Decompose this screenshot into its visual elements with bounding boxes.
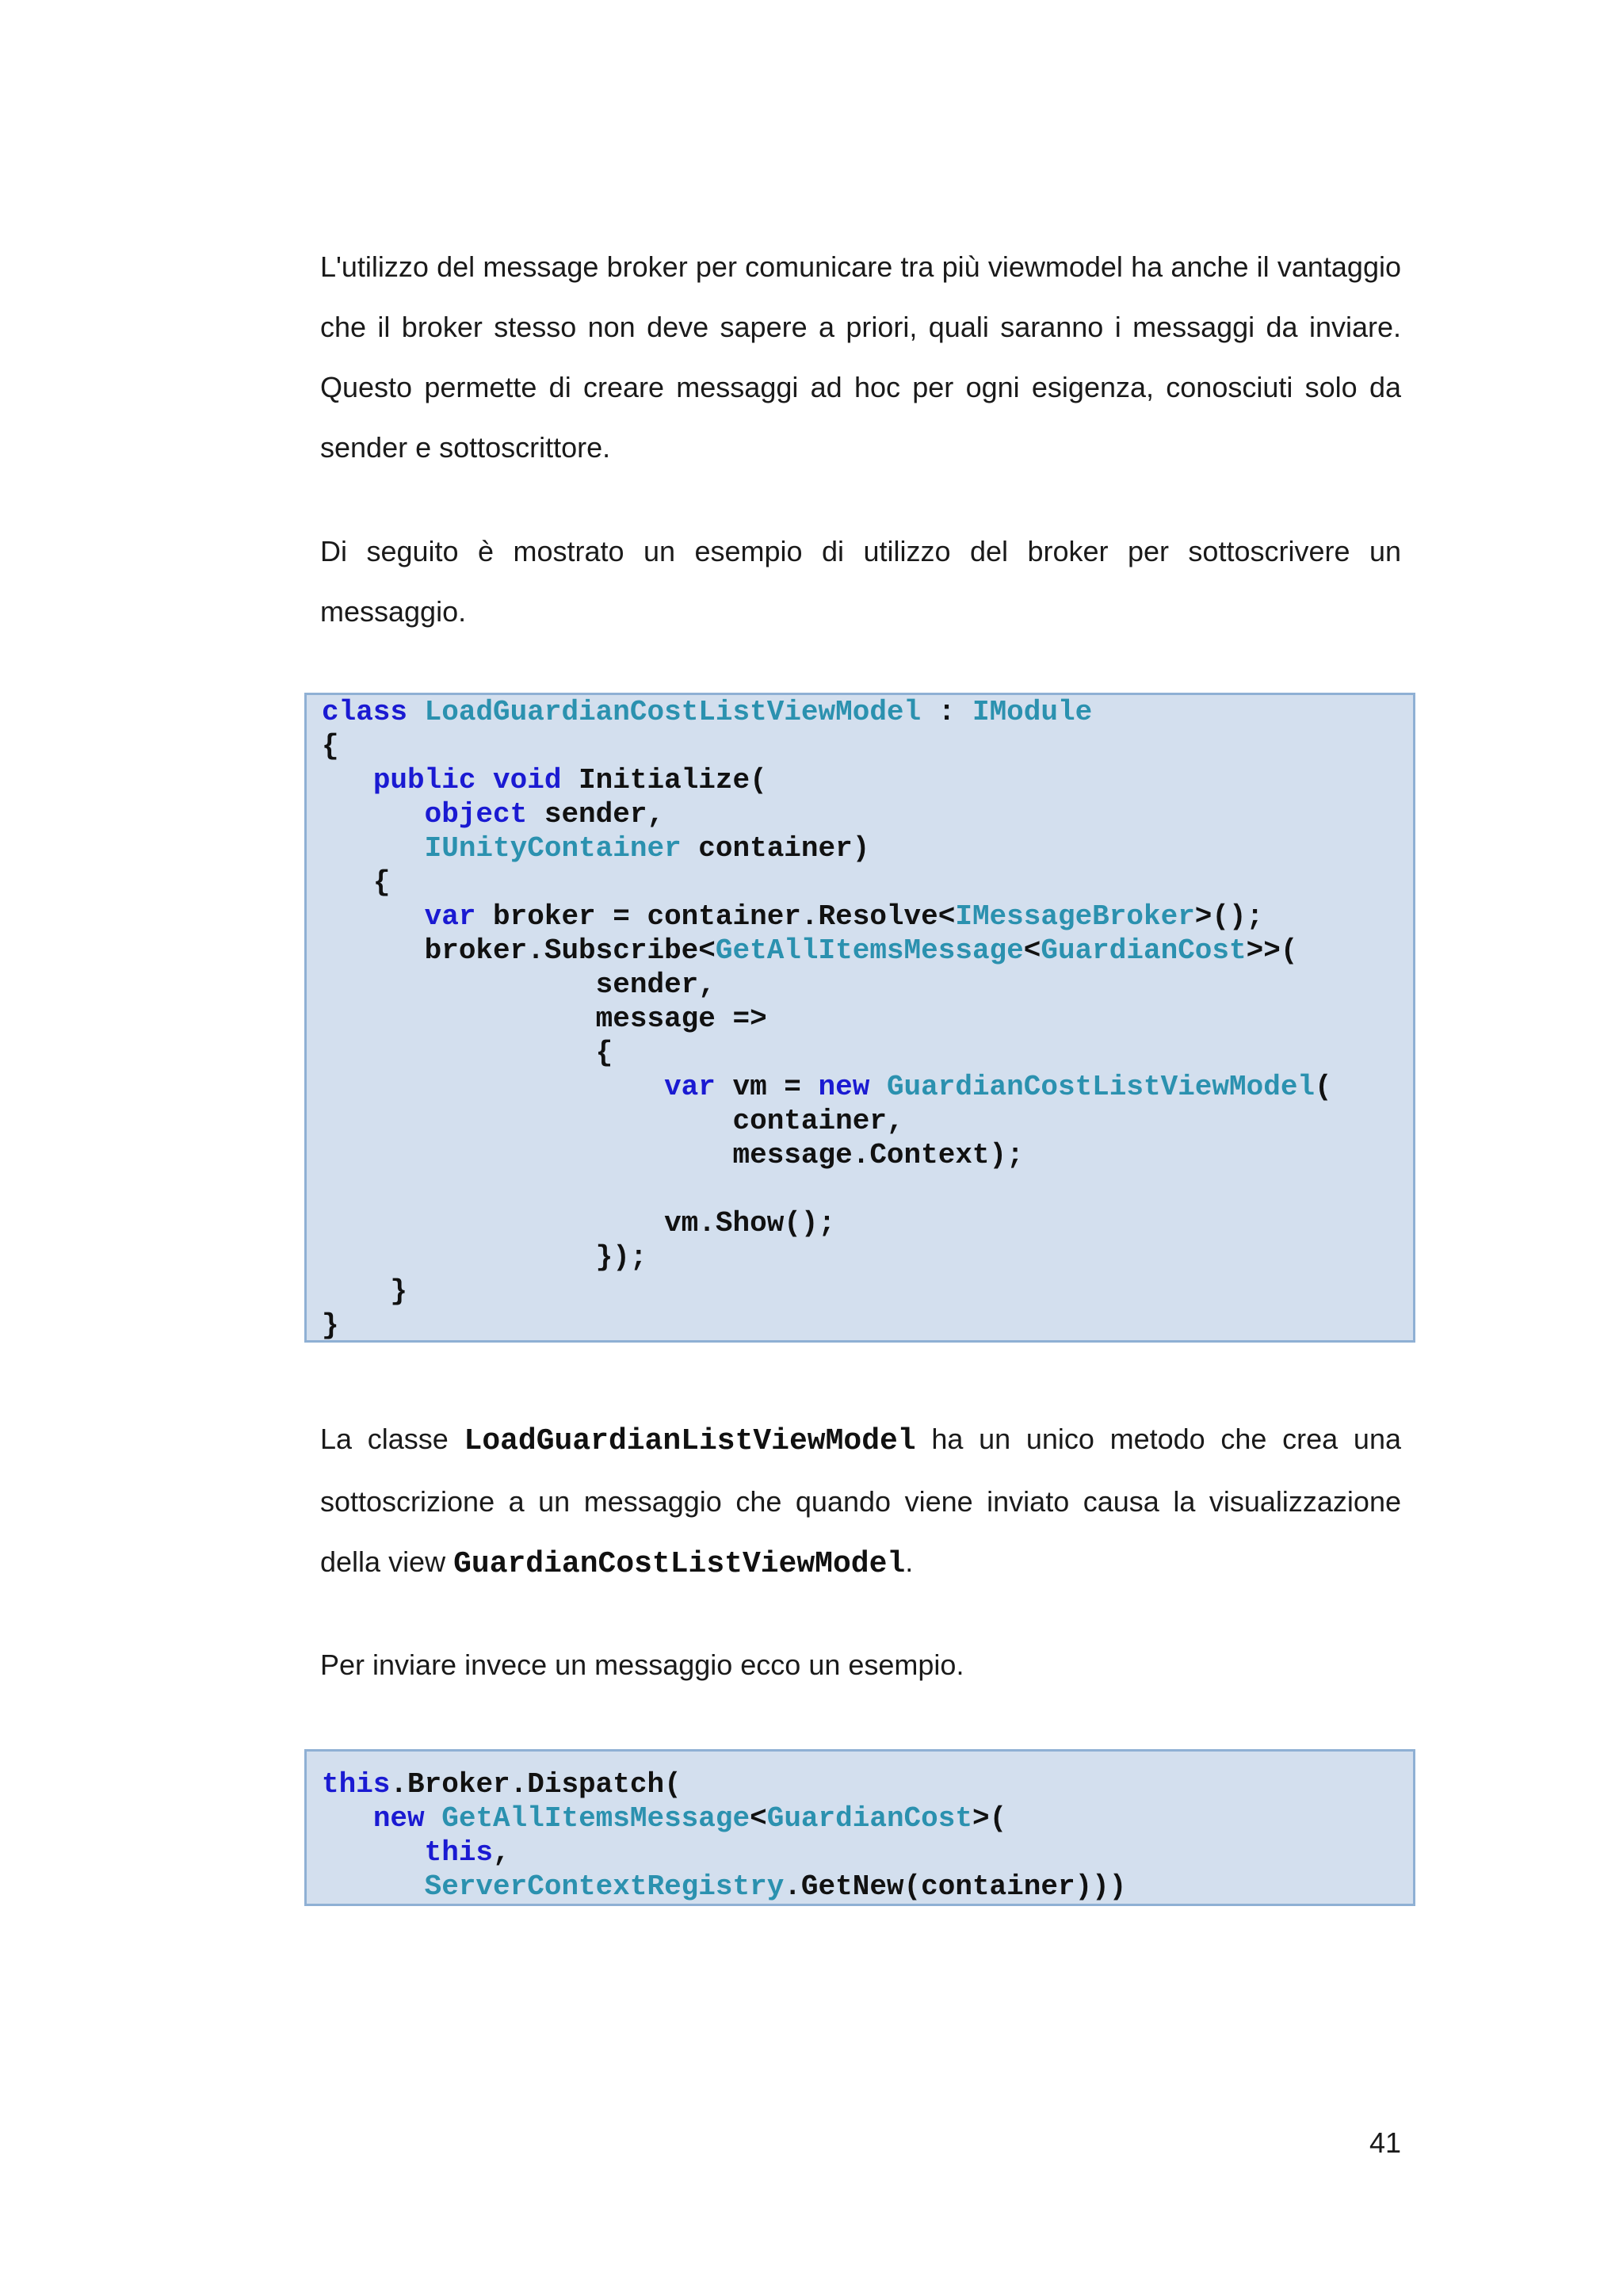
code-keyword: class <box>322 696 408 728</box>
code-type: GuardianCost <box>1041 934 1247 967</box>
code-text: >( <box>972 1802 1007 1835</box>
paragraph-class-description <box>320 1409 1401 1595</box>
code-text: sender, <box>595 968 716 1001</box>
code-type: GuardianCost <box>766 1802 972 1835</box>
code-type: GetAllItemsMessage <box>441 1802 750 1835</box>
paragraph-message-broker-intro: L'utilizzo del message broker per comunicare tra più viewmodel ha anche il vantaggio che il broker stesso non deve sapere a priori, quali saranno i messaggi da inviare. Questo permette di creare messaggi ad hoc per ogni esigenza, conosciuti solo da sender e sottoscrittore. <box>320 250 1401 464</box>
code-text: container, <box>732 1105 904 1137</box>
code-text: broker = container.Resolve< <box>475 900 956 933</box>
code-keyword: this <box>322 1768 391 1801</box>
code-text: .GetNew(container))) <box>784 1870 1127 1903</box>
code-type: GetAllItemsMessage <box>715 934 1024 967</box>
code-keyword: new <box>818 1071 870 1103</box>
code-text: Initialize( <box>561 764 767 797</box>
code-text: broker.Subscribe< <box>424 934 716 967</box>
code-type: ServerContextRegistry <box>424 1870 785 1903</box>
code-block-dispatch <box>304 1749 1415 1906</box>
code-text: container) <box>681 832 870 865</box>
code-type: IUnityContainer <box>424 832 682 865</box>
code-text: : <box>921 696 972 728</box>
code-type: LoadGuardianCostListViewModel <box>424 696 922 728</box>
paragraph-subscribe-example-intro: Di seguito è mostrato un esempio di utilizzo del broker per sottoscrivere un messaggio. <box>320 535 1401 628</box>
code-listing-subscribe <box>307 695 1413 1343</box>
code-text: .Broker.Dispatch( <box>390 1768 682 1801</box>
code-text: sender, <box>527 798 665 831</box>
code-text: } <box>322 1309 339 1342</box>
code-text: vm.Show(); <box>664 1207 836 1240</box>
code-type: GuardianCostListViewModel <box>886 1071 1316 1103</box>
code-keyword: object <box>424 798 528 831</box>
code-text: ( <box>1315 1071 1332 1103</box>
code-text: { <box>595 1037 613 1069</box>
code-keyword: new <box>372 1802 425 1835</box>
paragraph-dispatch-intro: Per inviare invece un messaggio ecco un esempio. <box>320 1648 964 1681</box>
code-text: { <box>372 866 391 899</box>
text-run: La classe <box>320 1423 464 1455</box>
code-text: message => <box>595 1003 767 1035</box>
code-keyword: this <box>424 1836 494 1869</box>
code-text: >(); <box>1194 900 1264 933</box>
code-keyword: var <box>424 900 476 933</box>
code-listing-dispatch <box>307 1752 1413 1904</box>
text-run: ha un unico metodo che crea una sottoscrizione a un messaggio che quando viene inviato causa la visualizzazione della view <box>320 1423 1401 1578</box>
code-text: , <box>493 1836 510 1869</box>
text-run: . <box>905 1545 914 1578</box>
code-keyword: void <box>493 764 562 797</box>
code-text: < <box>750 1802 767 1835</box>
inline-code-class-name: LoadGuardianListViewModel <box>464 1424 916 1458</box>
code-keyword: public <box>372 764 476 797</box>
code-text: { <box>322 730 339 762</box>
code-type: IModule <box>972 696 1093 728</box>
code-text: } <box>390 1275 408 1308</box>
code-text: >>( <box>1246 934 1298 967</box>
page-number: 41 <box>1369 2126 1401 2159</box>
code-block-subscribe <box>304 693 1415 1343</box>
code-text: < <box>1023 934 1041 967</box>
code-type: IMessageBroker <box>955 900 1195 933</box>
code-text: message.Context); <box>732 1139 1024 1171</box>
inline-code-view-name: GuardianCostListViewModel <box>453 1547 906 1581</box>
code-text: }); <box>595 1241 647 1274</box>
code-text: vm = <box>715 1071 819 1103</box>
code-keyword: var <box>664 1071 716 1103</box>
